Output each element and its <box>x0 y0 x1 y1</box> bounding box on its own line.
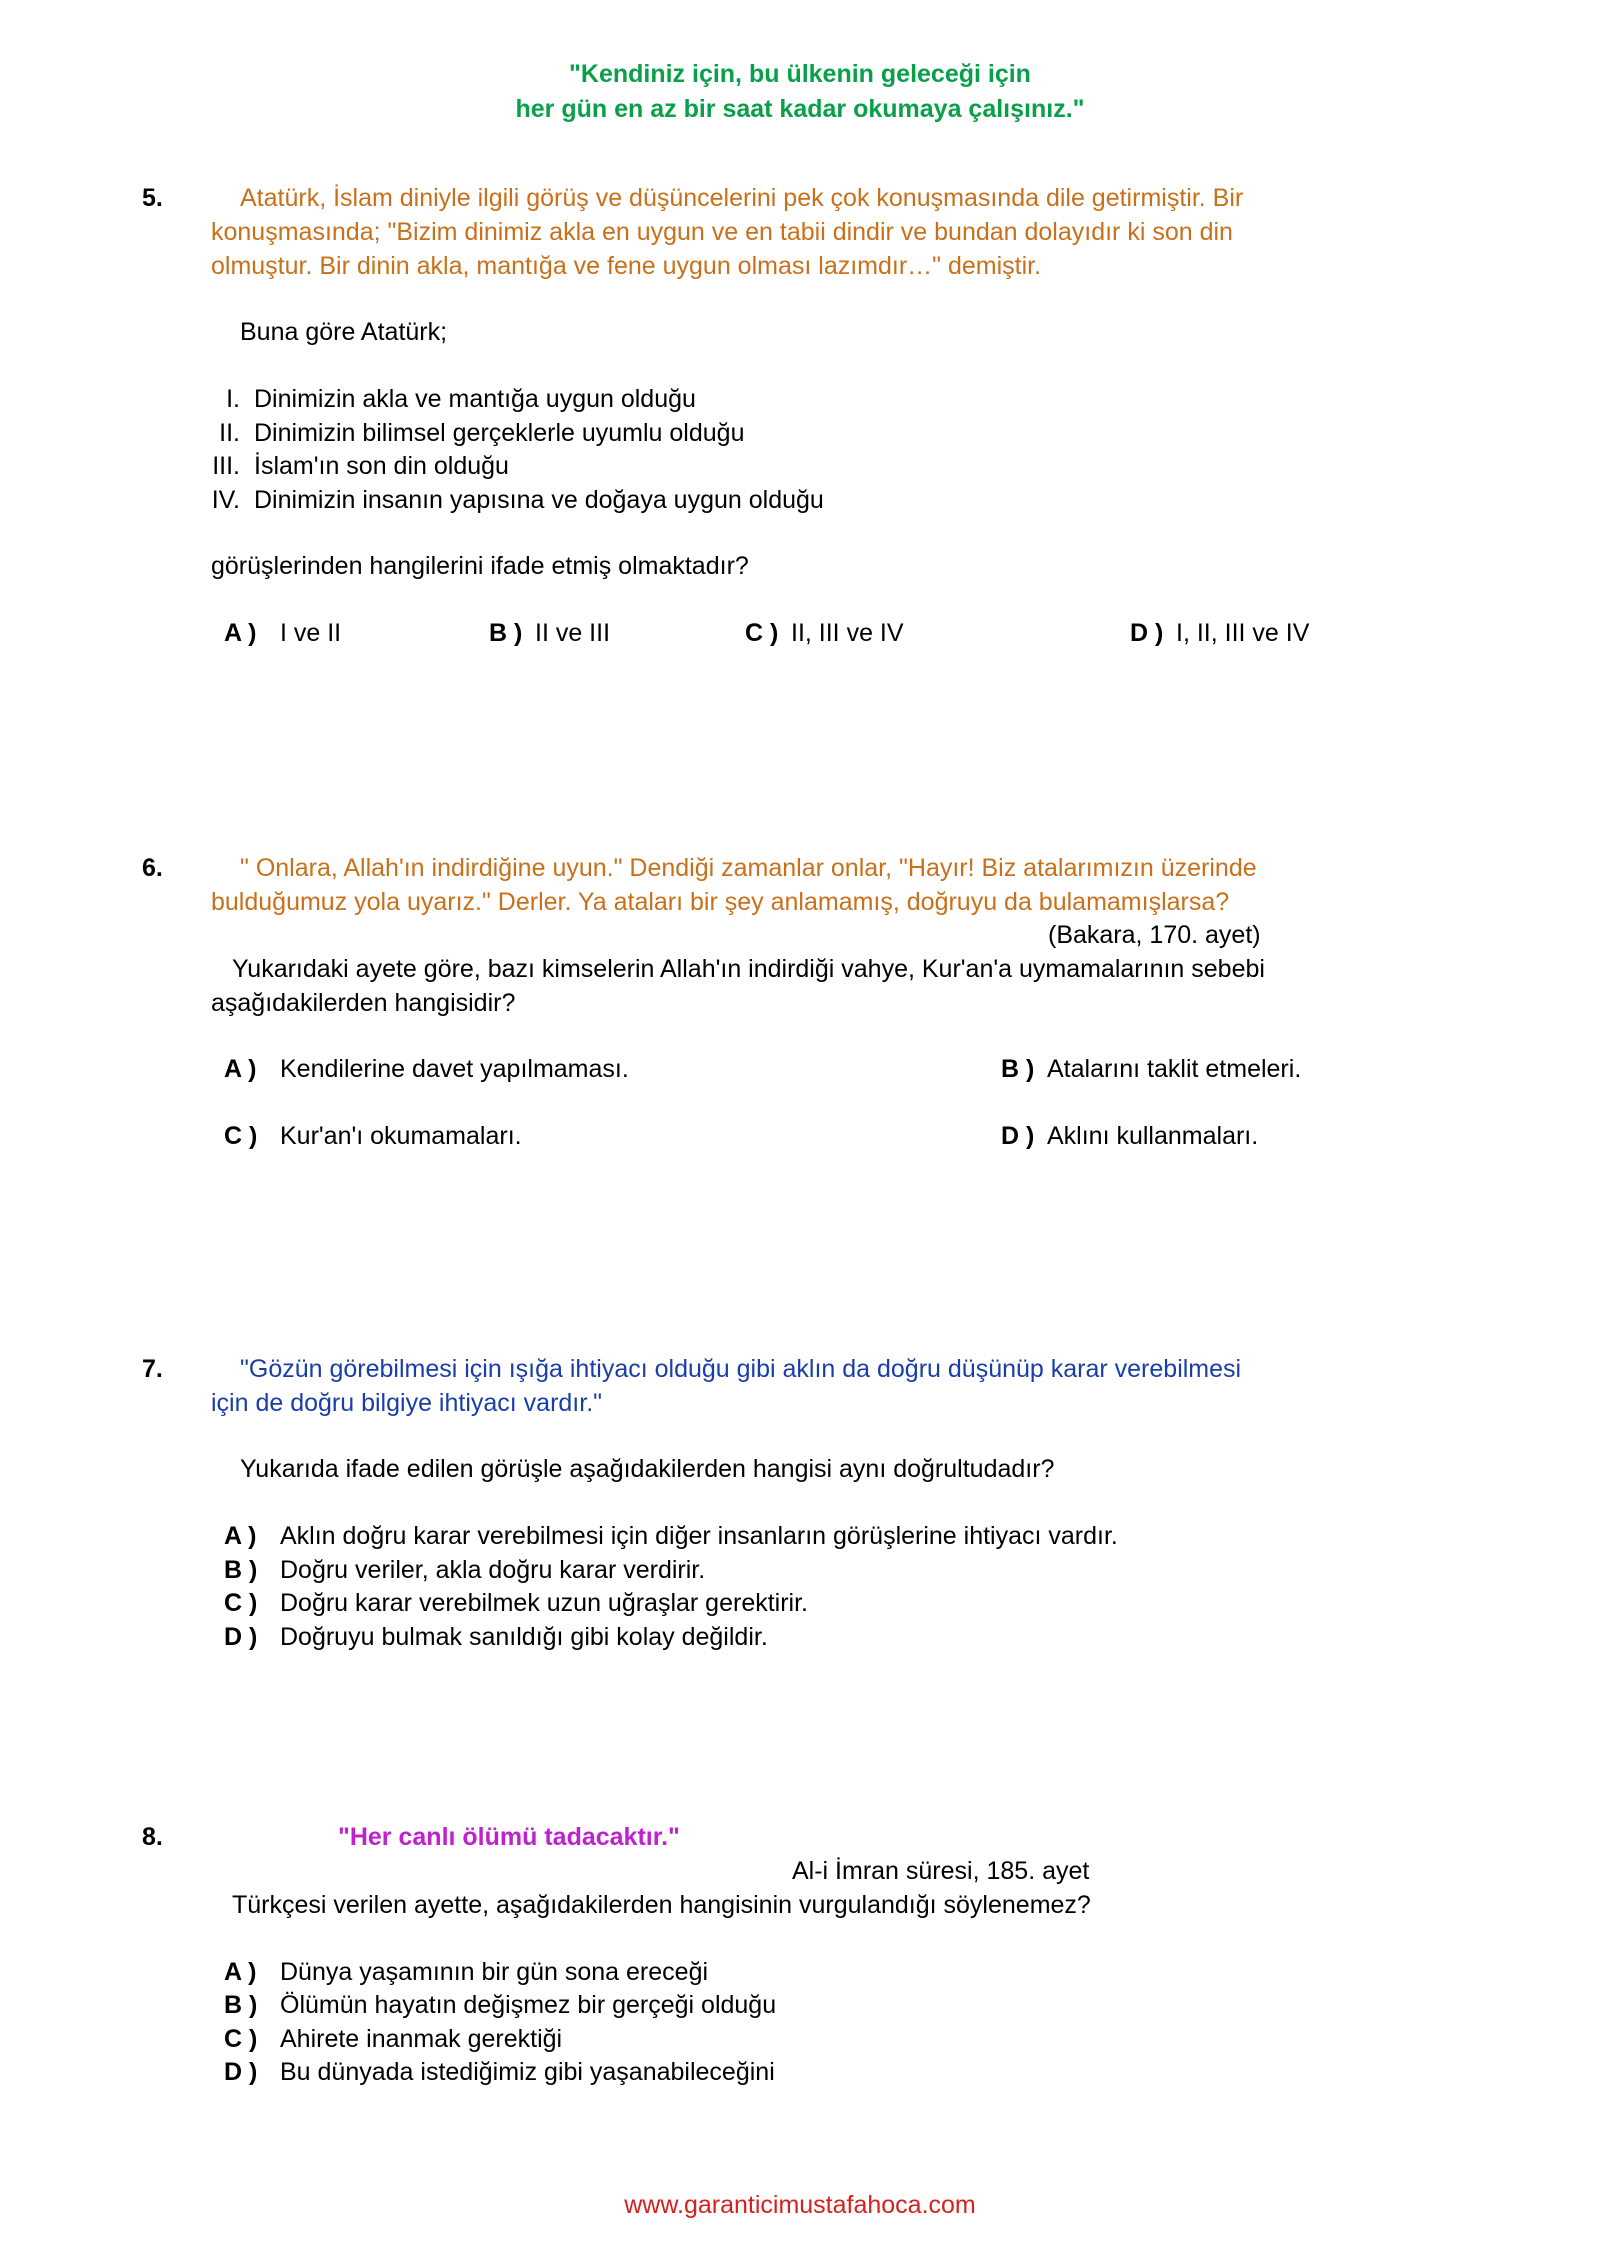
option-letter: D ) <box>224 2058 258 2086</box>
question-number: 5. <box>142 184 163 212</box>
option-letter: A ) <box>224 619 257 647</box>
option-letter: B ) <box>1001 1055 1035 1083</box>
statement-text: Dinimizin akla ve mantığa uygun olduğu <box>254 385 696 413</box>
verse-source: Al-i İmran süresi, 185. ayet <box>792 1857 1090 1885</box>
option-letter: B ) <box>489 619 523 647</box>
option-letter: D ) <box>224 1623 258 1651</box>
option-letter: C ) <box>745 619 779 647</box>
option-text: Dünya yaşamının bir gün sona ereceği <box>280 1958 709 1986</box>
option-letter: D ) <box>1001 1122 1035 1150</box>
answer-option-a[interactable] <box>224 1955 708 1989</box>
verse-source: (Bakara, 170. ayet) <box>1048 921 1261 949</box>
option-text: Kendilerine davet yapılmaması. <box>280 1055 629 1083</box>
question-number: 6. <box>142 854 163 882</box>
question-text: görüşlerinden hangilerini ifade etmiş olmaktadır? <box>211 552 749 580</box>
statement-item <box>194 449 509 483</box>
option-letter: A ) <box>224 1055 257 1083</box>
answer-option-d[interactable] <box>224 2055 775 2089</box>
option-text: Aklını kullanmaları. <box>1047 1122 1259 1150</box>
option-text: Doğruyu bulmak sanıldığı gibi kolay değildir. <box>280 1623 768 1651</box>
option-letter: A ) <box>224 1522 257 1550</box>
answer-option-b[interactable] <box>1001 1052 1301 1086</box>
question-text: Yukarıdaki ayete göre, bazı kimselerin Allah'ın indirdiği vahye, Kur'an'a uymamalarının sebebi <box>232 955 1265 983</box>
question-number: 8. <box>142 1823 163 1851</box>
statement-text: Dinimizin bilimsel gerçeklerle uyumlu olduğu <box>254 419 745 447</box>
answer-option-a[interactable] <box>224 1519 1118 1553</box>
quote-line: Atatürk, İslam diniyle ilgili görüş ve düşüncelerini pek çok konuşmasında dile getirmiştir. Bir <box>240 184 1244 212</box>
option-text: Doğru karar verebilmek uzun uğraşlar gerektirir. <box>280 1589 808 1617</box>
option-letter: B ) <box>224 1991 258 2019</box>
option-text: Doğru veriler, akla doğru karar verdirir. <box>280 1556 706 1584</box>
statement-numeral: IV. <box>211 486 240 514</box>
option-text: II ve III <box>535 619 611 647</box>
option-text: II, III ve IV <box>791 619 904 647</box>
option-letter: C ) <box>224 1589 258 1617</box>
quote-line: olmuştur. Bir dinin akla, mantığa ve fene uygun olması lazımdır…" demiştir. <box>211 252 1042 280</box>
question-text: Yukarıda ifade edilen görüşle aşağıdakilerden hangisi aynı doğrultudadır? <box>240 1455 1055 1483</box>
option-text: Ahirete inanmak gerektiği <box>280 2025 563 2053</box>
statement-numeral: I. <box>226 385 240 413</box>
statement-numeral: II. <box>219 419 240 447</box>
statement-item <box>194 382 696 416</box>
option-letter: D ) <box>1130 619 1164 647</box>
answer-option-c[interactable] <box>224 1119 522 1153</box>
verse-quote: "Her canlı ölümü tadacaktır." <box>338 1823 680 1851</box>
answer-option-c[interactable] <box>745 616 904 650</box>
statement-text: İslam'ın son din olduğu <box>254 452 509 480</box>
option-letter: C ) <box>224 1122 258 1150</box>
option-text: Aklın doğru karar verebilmesi için diğer insanların görüşlerine ihtiyacı vardır. <box>280 1522 1118 1550</box>
option-text: I, II, III ve IV <box>1176 619 1310 647</box>
answer-option-d[interactable] <box>1001 1119 1258 1153</box>
statement-item <box>194 416 744 450</box>
quote-line: bulduğumuz yola uyarız." Derler. Ya ataları bir şey anlamamış, doğruyu da bulamamışlarsa? <box>211 888 1230 916</box>
option-text: I ve II <box>280 619 342 647</box>
option-text: Ölümün hayatın değişmez bir gerçeği olduğu <box>280 1991 777 2019</box>
statement-numeral: III. <box>212 452 240 480</box>
option-letter: C ) <box>224 2025 258 2053</box>
answer-option-c[interactable] <box>224 1586 808 1620</box>
quote-line: için de doğru bilgiye ihtiyacı vardır." <box>211 1389 603 1417</box>
answer-option-b[interactable] <box>224 1553 705 1587</box>
header-quote-line-1: "Kendiniz için, bu ülkenin geleceği için <box>569 60 1031 88</box>
option-text: Atalarını taklit etmeleri. <box>1047 1055 1302 1083</box>
option-letter: B ) <box>224 1556 258 1584</box>
option-text: Kur'an'ı okumamaları. <box>280 1122 522 1150</box>
question-text: aşağıdakilerden hangisidir? <box>211 989 516 1017</box>
answer-option-a[interactable] <box>224 616 341 650</box>
statement-text: Dinimizin insanın yapısına ve doğaya uygun olduğu <box>254 486 824 514</box>
answer-option-b[interactable] <box>489 616 610 650</box>
footer-website-link[interactable]: www.garanticimustafahoca.com <box>624 2191 976 2219</box>
quote-line: "Gözün görebilmesi için ışığa ihtiyacı olduğu gibi aklın da doğru düşünüp karar verebilmesi <box>240 1355 1242 1383</box>
answer-option-d[interactable] <box>224 1620 768 1654</box>
quote-line: konuşmasında; "Bizim dinimiz akla en uygun ve en tabii dindir ve bundan dolayıdır ki son din <box>211 218 1233 246</box>
quote-line: " Onlara, Allah'ın indirdiğine uyun." Dendiği zamanlar onlar, "Hayır! Biz atalarımızın üzerinde <box>240 854 1257 882</box>
option-letter: A ) <box>224 1958 257 1986</box>
header-quote-line-2: her gün en az bir saat kadar okumaya çalışınız." <box>515 95 1085 123</box>
question-text: Türkçesi verilen ayette, aşağıdakilerden hangisinin vurgulandığı söylenemez? <box>232 1891 1091 1919</box>
question-number: 7. <box>142 1355 163 1383</box>
statement-item <box>194 483 824 517</box>
answer-option-b[interactable] <box>224 1988 776 2022</box>
answer-option-a[interactable] <box>224 1052 629 1086</box>
answer-option-d[interactable] <box>1130 616 1309 650</box>
answer-option-c[interactable] <box>224 2022 562 2056</box>
question-lead: Buna göre Atatürk; <box>240 318 448 346</box>
option-text: Bu dünyada istediğimiz gibi yaşanabileceğini <box>280 2058 775 2086</box>
